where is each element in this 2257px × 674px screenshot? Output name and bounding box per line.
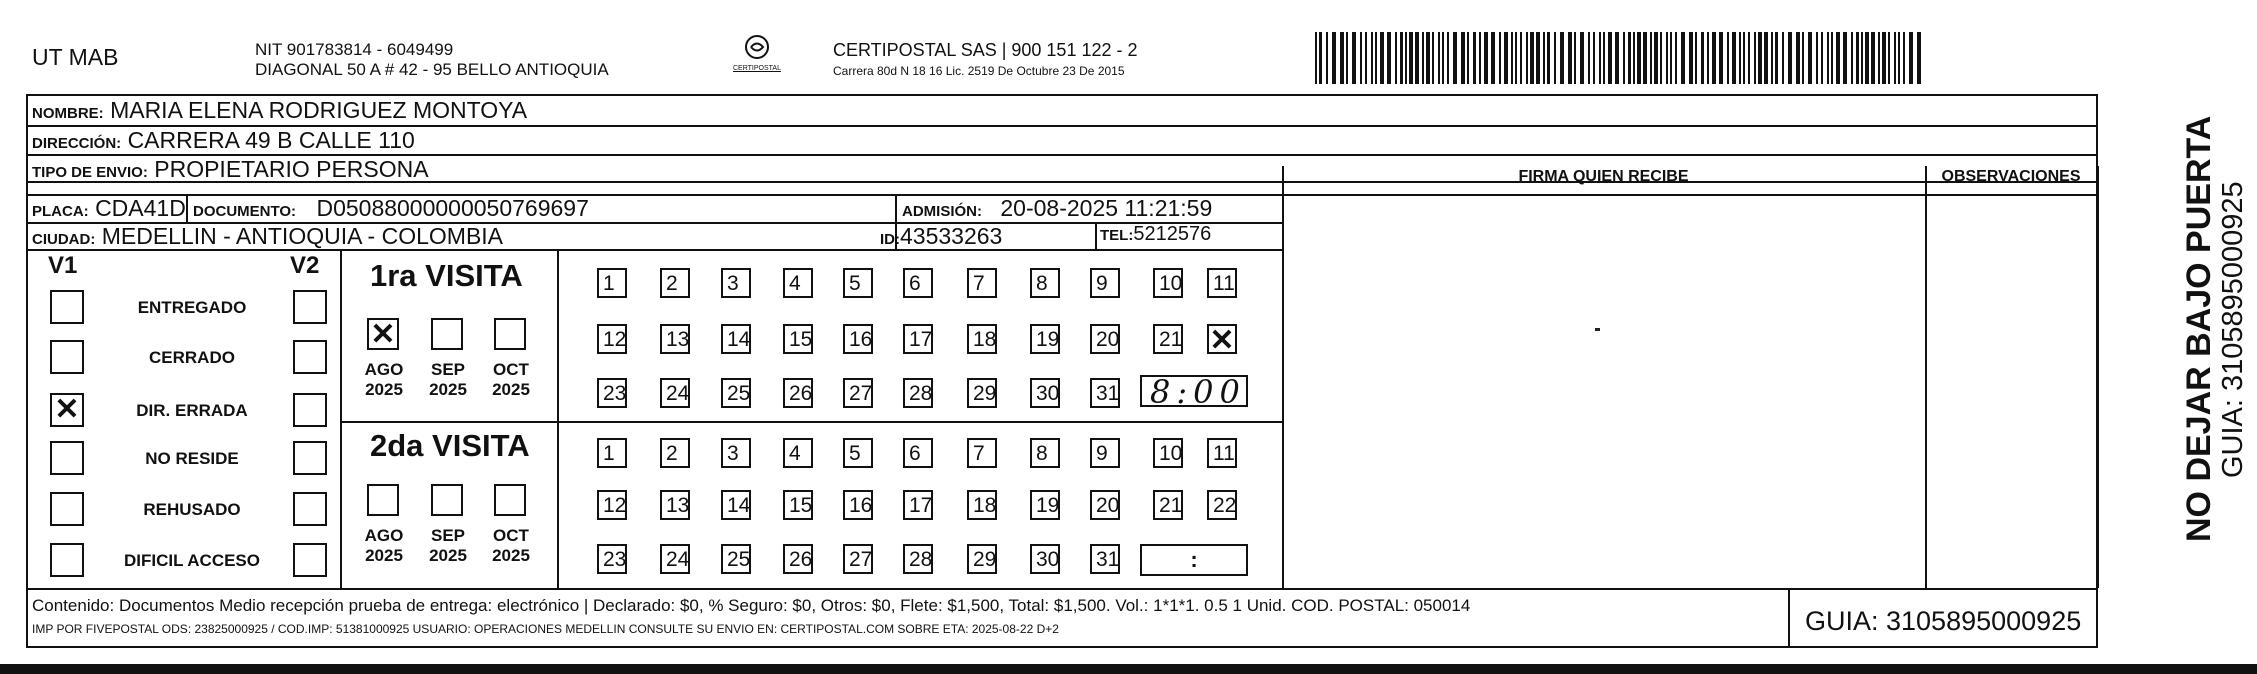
first-visit-day-box[interactable]: 28 xyxy=(903,378,933,408)
certipostal-logo xyxy=(728,34,786,84)
second-visit-day-box[interactable]: 11 xyxy=(1207,438,1237,468)
first-visit-day-box[interactable]: 18 xyxy=(967,324,997,354)
second-visit-day-box[interactable]: 15 xyxy=(783,490,813,520)
barcode-bar xyxy=(1888,32,1890,84)
first-visit-month-checkbox[interactable] xyxy=(494,318,526,350)
first-visit-day-box[interactable]: 5 xyxy=(843,268,873,298)
barcode-bar xyxy=(1484,32,1488,84)
second-visit-day-box[interactable]: 28 xyxy=(903,544,933,574)
recipient-address: CARRERA 49 B CALLE 110 xyxy=(127,127,415,153)
barcode-bar xyxy=(1422,32,1424,84)
year-label: 2025 xyxy=(492,380,530,399)
second-visit-day-box[interactable]: 14 xyxy=(721,490,751,520)
first-visit-day-box[interactable]: 1 xyxy=(597,268,627,298)
first-visit-day-box[interactable]: 8 xyxy=(1030,268,1060,298)
first-visit-day-box[interactable]: 31 xyxy=(1090,378,1120,408)
month-label: OCT xyxy=(493,526,529,545)
tel-value: 5212576 xyxy=(1133,223,1212,245)
first-visit-day-box[interactable] xyxy=(1207,324,1237,357)
barcode-bar xyxy=(1467,32,1469,84)
observaciones-label: OBSERVACIONES xyxy=(1941,168,2081,185)
logo-icon xyxy=(742,34,772,60)
barcode-bar xyxy=(1603,32,1605,84)
year-label: 2025 xyxy=(365,546,403,565)
bottom-rule xyxy=(0,664,2257,674)
barcode-bar xyxy=(1615,32,1619,84)
second-visit-day-box[interactable]: 6 xyxy=(903,438,933,468)
second-visit-day-box[interactable]: 18 xyxy=(967,490,997,520)
barcode-bar xyxy=(1851,32,1853,84)
city-row: CIUDAD: MEDELLIN - ANTIOQUIA - COLOMBIA xyxy=(32,223,504,249)
document-row: DOCUMENTO: D05088000000050769697 xyxy=(193,195,589,221)
barcode-bar xyxy=(1712,32,1716,84)
first-visit-label: 1ra VISITA xyxy=(370,258,523,293)
barcode-bar xyxy=(1426,32,1430,84)
first-visit-day-box[interactable]: 21 xyxy=(1153,324,1183,354)
barcode-bar xyxy=(1689,32,1693,84)
second-visit-day-box[interactable]: 13 xyxy=(660,490,690,520)
company-name: CERTIPOSTAL SAS | 900 151 122 - 2 xyxy=(833,40,1138,60)
v2-checkbox[interactable] xyxy=(293,340,327,374)
second-visit-day-box[interactable]: 1 xyxy=(597,438,627,468)
barcode-bar xyxy=(1894,32,1896,84)
barcode-bar xyxy=(1843,32,1847,84)
barcode-bar xyxy=(1660,32,1662,84)
barcode-bar xyxy=(1719,32,1723,84)
year-label: 2025 xyxy=(492,546,530,565)
barcode-bar xyxy=(1515,32,1517,84)
admission-row: ADMISIÓN: 20-08-2025 11:21:59 xyxy=(902,195,1213,221)
sender-address: DIAGONAL 50 A # 42 - 95 BELLO ANTIOQUIA xyxy=(255,60,609,79)
document-value: D05088000000050769697 xyxy=(316,195,589,221)
barcode-bar xyxy=(1771,32,1773,84)
barcode-bar xyxy=(1623,32,1625,84)
barcode-bar xyxy=(1432,32,1434,84)
barcode-bar xyxy=(1568,32,1572,84)
second-visit-day-box[interactable]: 10 xyxy=(1153,438,1183,468)
barcode-bar xyxy=(1499,32,1501,84)
barcode-bar xyxy=(1340,32,1344,84)
barcode-bar xyxy=(1764,32,1768,84)
barcode-bar xyxy=(1360,32,1362,84)
second-visit-day-box[interactable]: 26 xyxy=(783,544,813,574)
barcode-bar xyxy=(1365,32,1367,84)
second-visit-month-checkbox[interactable] xyxy=(431,484,463,516)
barcode-bar xyxy=(1633,32,1635,84)
barcode-bar xyxy=(1821,32,1823,84)
barcode-bar xyxy=(1319,32,1322,84)
barcode-bar xyxy=(1560,32,1564,84)
side-guia: GUIA: 3105895000925 xyxy=(2217,181,2249,478)
barcode-bar xyxy=(1788,32,1792,84)
second-time-value: : xyxy=(1190,547,1198,572)
second-visit-day-box[interactable]: 17 xyxy=(903,490,933,520)
v1-checkbox[interactable] xyxy=(50,340,84,374)
month-label: SEP xyxy=(430,526,466,545)
sender-nit: NIT 901783814 - 6049499 xyxy=(255,40,454,59)
barcode-bar xyxy=(1865,32,1869,84)
barcode-bar xyxy=(1782,32,1784,84)
second-visit-day-box[interactable]: 29 xyxy=(967,544,997,574)
footer-content: Contenido: Documentos Medio recepción prueba de entrega: electrónico | Declarado: $0, % Seguro: $0, Otros: $0, Flete: $1,500, Total: $1,500. Vol.: 1*1*1. 0.5 1 Unid. COD. POSTAL: 050014 xyxy=(32,596,1471,615)
reason-label: NO RESIDE xyxy=(145,449,239,468)
sender-name: UT MAB xyxy=(32,44,119,70)
second-visit-day-box[interactable]: 8 xyxy=(1030,438,1060,468)
second-visit-day-box[interactable]: 5 xyxy=(843,438,873,468)
barcode-bar xyxy=(1543,32,1545,84)
barcode xyxy=(1315,32,1926,84)
v2-checkbox[interactable] xyxy=(293,290,327,324)
first-visit-month-checkbox[interactable] xyxy=(367,318,399,350)
year-label: 2025 xyxy=(365,380,403,399)
id-row: ID:43533263 xyxy=(880,223,1003,249)
firma-label: FIRMA QUIEN RECIBE xyxy=(1518,168,1689,185)
v2-checkbox[interactable] xyxy=(293,543,327,577)
footer-imp: IMP POR FIVEPOSTAL ODS: 23825000925 / COD.IMP: 51381000925 USUARIO: OPERACIONES MEDELLIN CONSULTE SU ENVIO EN: CERTIPOSTAL.COM SOBRE ETA: 2025-08-22 D+2 xyxy=(32,622,1059,636)
year-label: 2025 xyxy=(429,380,467,399)
barcode-bar xyxy=(1554,32,1556,84)
second-visit-day-box[interactable]: 3 xyxy=(721,438,751,468)
barcode-bar xyxy=(1743,32,1745,84)
logo-text: CERTIPOSTAL xyxy=(733,65,781,72)
month-label: AGO xyxy=(364,360,404,379)
barcode-bar xyxy=(1802,32,1804,84)
barcode-bar xyxy=(1732,32,1736,84)
first-visit-day-box[interactable]: 9 xyxy=(1090,268,1120,298)
barcode-bar xyxy=(1438,32,1440,84)
month-label: AGO xyxy=(364,526,404,545)
barcode-bar xyxy=(1511,32,1513,84)
barcode-bar xyxy=(1453,32,1457,84)
barcode-bar xyxy=(1395,32,1397,84)
barcode-bar xyxy=(1547,32,1550,84)
first-visit-day-box[interactable]: 11 xyxy=(1207,268,1237,298)
check-mark-icon: ✕ xyxy=(370,318,396,351)
barcode-bar xyxy=(1808,32,1812,84)
barcode-bar xyxy=(1903,32,1905,84)
second-visit-day-box[interactable]: 30 xyxy=(1030,544,1060,574)
barcode-bar xyxy=(1375,32,1377,84)
year-label: 2025 xyxy=(429,546,467,565)
v1-checkbox[interactable] xyxy=(50,492,84,526)
barcode-bar xyxy=(1827,32,1829,84)
check-mark-icon: ✕ xyxy=(1209,324,1235,357)
second-visit-day-box[interactable]: 21 xyxy=(1153,490,1183,520)
first-visit-month-checkbox[interactable] xyxy=(431,318,463,350)
barcode-bar xyxy=(1909,32,1913,84)
barcode-bar xyxy=(1831,32,1833,84)
barcode-bar xyxy=(1628,32,1631,84)
barcode-bar xyxy=(1346,32,1348,84)
barcode-bar xyxy=(1315,32,1317,84)
barcode-bar xyxy=(1593,32,1595,84)
signature-dot xyxy=(1595,328,1600,331)
second-visit-day-box[interactable]: 20 xyxy=(1090,490,1120,520)
first-visit-day-box[interactable]: 14 xyxy=(721,324,751,354)
barcode-bar xyxy=(1748,32,1750,84)
admission-value: 20-08-2025 11:21:59 xyxy=(1000,195,1213,221)
first-visit-day-box[interactable]: 2 xyxy=(660,268,690,298)
barcode-bar xyxy=(1816,32,1818,84)
barcode-bar xyxy=(1409,32,1413,84)
barcode-bar xyxy=(1447,32,1449,84)
barcode-bar xyxy=(1387,32,1391,84)
second-visit-day-box[interactable]: 31 xyxy=(1090,544,1120,574)
recipient-name: MARIA ELENA RODRIGUEZ MONTOYA xyxy=(110,97,528,123)
barcode-bar xyxy=(1530,32,1534,84)
barcode-bar xyxy=(1882,32,1886,84)
barcode-bar xyxy=(1739,32,1741,84)
v1-checkbox[interactable] xyxy=(50,543,84,577)
second-visit-day-box[interactable]: 27 xyxy=(843,544,873,574)
tel-row: TEL:5212576 xyxy=(1100,223,1212,245)
barcode-bar xyxy=(1442,32,1444,84)
barcode-bar xyxy=(1405,32,1407,84)
v2-checkbox[interactable] xyxy=(293,441,327,475)
barcode-bar xyxy=(1400,32,1403,84)
barcode-bar xyxy=(1701,32,1704,84)
first-visit-day-box[interactable]: 17 xyxy=(903,324,933,354)
barcode-bar xyxy=(1520,32,1522,84)
second-visit-label: 2da VISITA xyxy=(370,428,530,463)
second-visit-day-box[interactable]: 25 xyxy=(721,544,751,574)
v2-checkbox[interactable] xyxy=(293,393,327,427)
second-visit-day-box[interactable]: 4 xyxy=(783,438,813,468)
barcode-bar xyxy=(1775,32,1778,84)
first-visit-day-box[interactable]: 30 xyxy=(1030,378,1060,408)
month-label: SEP xyxy=(430,360,466,379)
address-row: DIRECCIÓN: CARRERA 49 B CALLE 110 xyxy=(32,127,415,153)
first-time-box[interactable] xyxy=(1140,373,1248,411)
v1-checkbox[interactable] xyxy=(50,290,84,324)
first-visit-day-box[interactable]: 12 xyxy=(597,324,627,354)
first-visit-day-box[interactable]: 20 xyxy=(1090,324,1120,354)
reason-label: REHUSADO xyxy=(143,500,241,519)
v2-label: V2 xyxy=(290,252,320,279)
company-license: Carrera 80d N 18 16 Lic. 2519 De Octubre 23 De 2015 xyxy=(833,64,1125,78)
first-visit-day-box[interactable]: 25 xyxy=(721,378,751,408)
barcode-bar xyxy=(1526,32,1528,84)
barcode-bar xyxy=(1588,32,1590,84)
barcode-bar xyxy=(1861,32,1863,84)
barcode-bar xyxy=(1326,32,1328,84)
second-visit-day-box[interactable]: 12 xyxy=(597,490,627,520)
barcode-bar xyxy=(1479,32,1481,84)
first-visit-day-box[interactable]: 10 xyxy=(1153,268,1183,298)
second-visit-month-checkbox[interactable] xyxy=(367,484,399,516)
barcode-bar xyxy=(1878,32,1880,84)
reason-label: CERRADO xyxy=(149,348,235,367)
barcode-bar xyxy=(1681,32,1685,84)
barcode-bar xyxy=(1650,32,1652,84)
shipment-type: PROPIETARIO PERSONA xyxy=(154,156,429,182)
barcode-bar xyxy=(1758,32,1762,84)
barcode-bar xyxy=(1580,32,1584,84)
city-value: MEDELLIN - ANTIOQUIA - COLOMBIA xyxy=(101,223,504,249)
check-mark-icon: ✕ xyxy=(54,393,80,426)
second-time-box[interactable] xyxy=(1140,544,1248,576)
barcode-bar xyxy=(1491,32,1495,84)
barcode-bar xyxy=(1654,32,1658,84)
second-visit-day-box[interactable]: 23 xyxy=(597,544,627,574)
barcode-bar xyxy=(1415,32,1419,84)
type-row: TIPO DE ENVIO: PROPIETARIO PERSONA xyxy=(32,156,429,182)
footer-guia: GUIA: 3105895000925 xyxy=(1805,606,2082,636)
barcode-bar xyxy=(1917,32,1921,84)
name-row: NOMBRE: MARIA ELENA RODRIGUEZ MONTOYA xyxy=(32,97,528,123)
first-visit-day-box[interactable]: 27 xyxy=(843,378,873,408)
v1-checkbox[interactable] xyxy=(50,393,84,427)
first-visit-day-box[interactable]: 4 xyxy=(783,268,813,298)
barcode-bar xyxy=(1352,32,1356,84)
barcode-bar xyxy=(1871,32,1875,84)
id-value: 43533263 xyxy=(900,223,1003,249)
barcode-bar xyxy=(1608,32,1612,84)
v1-label: V1 xyxy=(48,252,78,279)
barcode-bar xyxy=(1643,32,1647,84)
month-label: OCT xyxy=(493,360,529,379)
first-visit-day-box[interactable]: 19 xyxy=(1030,324,1060,354)
barcode-bar xyxy=(1796,32,1800,84)
side-warning: NO DEJAR BAJO PUERTA xyxy=(2180,115,2218,542)
barcode-bar xyxy=(1461,32,1465,84)
barcode-bar xyxy=(1371,32,1373,84)
barcode-bar xyxy=(1574,32,1576,84)
first-visit-day-box[interactable]: 24 xyxy=(660,378,690,408)
second-visit-day-box[interactable]: 7 xyxy=(967,438,997,468)
first-visit-day-box[interactable]: 15 xyxy=(783,324,813,354)
first-time-value: 8:00 xyxy=(1150,373,1246,411)
plate-value: CDA41D xyxy=(95,195,186,221)
barcode-bar xyxy=(1504,32,1508,84)
barcode-bar xyxy=(1727,32,1729,84)
barcode-bar xyxy=(1380,32,1384,84)
barcode-bar xyxy=(1536,32,1540,84)
second-visit-day-box[interactable]: 19 xyxy=(1030,490,1060,520)
first-visit-day-box[interactable]: 26 xyxy=(783,378,813,408)
second-visit-day-box[interactable]: 2 xyxy=(660,438,690,468)
reason-label: DIFICIL ACCESO xyxy=(123,551,260,570)
barcode-bar xyxy=(1898,32,1900,84)
barcode-bar xyxy=(1666,32,1668,84)
first-visit-day-box[interactable]: 13 xyxy=(660,324,690,354)
barcode-bar xyxy=(1675,32,1677,84)
barcode-bar xyxy=(1637,32,1641,84)
plate-row: PLACA: CDA41D xyxy=(32,195,186,221)
barcode-bar xyxy=(1695,32,1697,84)
second-visit-day-box[interactable]: 22 xyxy=(1207,490,1237,520)
barcode-bar xyxy=(1599,32,1601,84)
second-visit-month-checkbox[interactable] xyxy=(494,484,526,516)
barcode-bar xyxy=(1856,32,1859,84)
first-visit-day-box[interactable]: 7 xyxy=(967,268,997,298)
first-visit-day-box[interactable]: 16 xyxy=(843,324,873,354)
reason-label: ENTREGADO xyxy=(137,298,247,317)
barcode-bar xyxy=(1707,32,1709,84)
v1-checkbox[interactable] xyxy=(50,441,84,475)
barcode-bar xyxy=(1836,32,1840,84)
second-visit-day-box[interactable]: 9 xyxy=(1090,438,1120,468)
first-visit-day-box[interactable]: 29 xyxy=(967,378,997,408)
barcode-bar xyxy=(1670,32,1672,84)
first-visit-day-box[interactable]: 3 xyxy=(721,268,751,298)
barcode-bar xyxy=(1332,32,1336,84)
second-visit-day-box[interactable]: 16 xyxy=(843,490,873,520)
barcode-bar xyxy=(1754,32,1756,84)
first-visit-day-box[interactable]: 6 xyxy=(903,268,933,298)
barcode-bar xyxy=(1473,32,1476,84)
v2-checkbox[interactable] xyxy=(293,492,327,526)
second-visit-day-box[interactable]: 24 xyxy=(660,544,690,574)
reason-label: DIR. ERRADA xyxy=(136,401,248,420)
first-visit-day-box[interactable]: 23 xyxy=(597,378,627,408)
